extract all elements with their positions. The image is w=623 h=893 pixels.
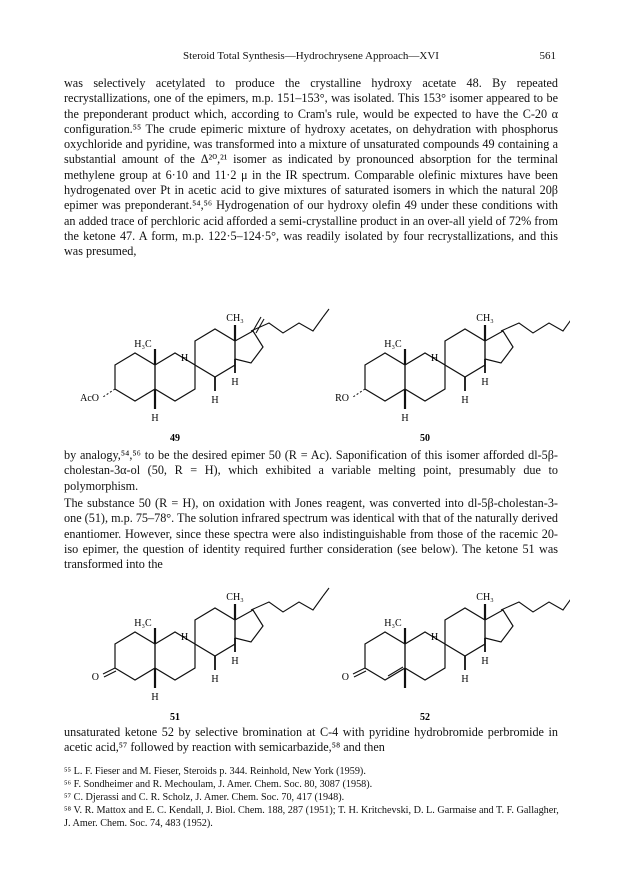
paragraph-3: The substance 50 (R = H), on oxidation with Jones reagent, was converted into dl-5β-cholestan-3-one (51), m.p. 75–78°. The solution infrared spectrum was identical with that of the naturally derived enantiomer. However, since these spectra were also indistinguishable from those of the racemic 20-iso epimer, the question of identity required further consideration (see below). The ketone 51 was transformed into the bbox=[64, 496, 558, 572]
paragraph-4: unsaturated ketone 52 by selective bromination at C-4 with pyridine hydrobromide perbromide in acetic acid,⁵⁷ followed by reaction with semicarbazide,⁵⁸ and then bbox=[64, 725, 558, 755]
h-label: H bbox=[481, 377, 489, 388]
h-label: H bbox=[181, 353, 189, 364]
methyl-label: CH₃ bbox=[476, 313, 494, 324]
paragraph-2: by analogy,⁵⁴,⁵⁶ to be the desired epimer 50 (R = Ac). Saponification of this isomer afforded dl-5β-cholestan-3α-ol (50, R = H), which exhibited a variable melting point, presumably due to polymorphism. bbox=[64, 448, 558, 493]
footnote: ⁵⁸ V. R. Mattox and E. C. Kendall, J. Biol. Chem. 188, 287 (1951); T. H. Kritchevski, D. L. Garmaise and T. F. Gallagher, J. Amer. Chem. Soc. 74, 483 (1952). bbox=[64, 805, 559, 829]
running-title: Steroid Total Synthesis—Hydrochrysene Approach—XVI bbox=[183, 50, 439, 62]
h-label: H bbox=[181, 632, 189, 643]
footnote: ⁵⁵ L. F. Fieser and M. Fieser, Steroids p. 344. Reinhold, New York (1959). bbox=[64, 766, 366, 777]
h-label: H bbox=[461, 674, 469, 685]
footnote: ⁵⁶ F. Sondheimer and R. Mechoulam, J. Amer. Chem. Soc. 80, 3087 (1958). bbox=[64, 779, 373, 790]
h-label: H bbox=[231, 656, 239, 667]
h-label: H bbox=[151, 692, 159, 703]
structures-row-2 bbox=[60, 584, 570, 724]
compound-number: 51 bbox=[170, 712, 180, 723]
h-label: H bbox=[431, 632, 439, 643]
compound-number: 50 bbox=[420, 433, 430, 444]
ro-label: RO bbox=[335, 393, 349, 404]
compound-number: 52 bbox=[420, 712, 430, 723]
h-label: H bbox=[211, 674, 219, 685]
ketone-oxygen-label: O bbox=[91, 672, 99, 683]
paragraph-1: was selectively acetylated to produce the crystalline hydroxy acetate 48. By repeated recrystallizations, one of the epimers, m.p. 151–153°, was isolated. This 153° isomer appeared to be the preponderant product which, according to Cram's rule, would be expected to have the C-20 α configuration.⁵⁵ The crude epimeric mixture of hydroxy acetates, on dehydration with phosphorus oxychloride and pyridine, was transformed into a mixture of unsaturated compounds 49 containing a substantial amount of the Δ²⁰,²¹ isomer as indicated by pronounced absorption for the terminal methylene group at 6·10 and 11·2 μ in the IR spectrum. Comparable olefinic mixtures have been hydrogenated over Pt in acetic acid to give mixtures of saturated isomers in which the natural 20β epimer was preponderant.⁵⁴,⁵⁶ Hydrogenation of our hydroxy olefin 49 under these conditions with an added trace of perchloric acid afforded a semi-crystalline product in an over-all yield of 72% from the ketone 47. A form, m.p. 122·5–124·5°, was readily isolated by four recrystallizations, and this was presumed, bbox=[64, 76, 558, 259]
acetoxy-label: AcO bbox=[80, 393, 99, 404]
h-label: H bbox=[211, 395, 219, 406]
h-label: H bbox=[151, 413, 159, 424]
h-label: H bbox=[431, 353, 439, 364]
page-number: 561 bbox=[539, 50, 556, 62]
h-label: H bbox=[231, 377, 239, 388]
h-label: H bbox=[461, 395, 469, 406]
running-header bbox=[66, 50, 556, 66]
compound-number: 49 bbox=[170, 433, 180, 444]
h-label: H bbox=[481, 656, 489, 667]
methyl-label: CH₃ bbox=[226, 313, 244, 324]
h3c-label: H₃C bbox=[384, 339, 402, 350]
methyl-label: CH₃ bbox=[476, 592, 494, 603]
h3c-label: H₃C bbox=[134, 339, 152, 350]
h-label: H bbox=[401, 413, 409, 424]
h3c-label: H₃C bbox=[134, 618, 152, 629]
h3c-label: H₃C bbox=[384, 618, 402, 629]
ketone-oxygen-label: O bbox=[341, 672, 349, 683]
structures-row-1 bbox=[60, 305, 570, 445]
footnote: ⁵⁷ C. Djerassi and C. R. Scholz, J. Amer. Chem. Soc. 70, 417 (1948). bbox=[64, 792, 345, 803]
methyl-label: CH₃ bbox=[226, 592, 244, 603]
